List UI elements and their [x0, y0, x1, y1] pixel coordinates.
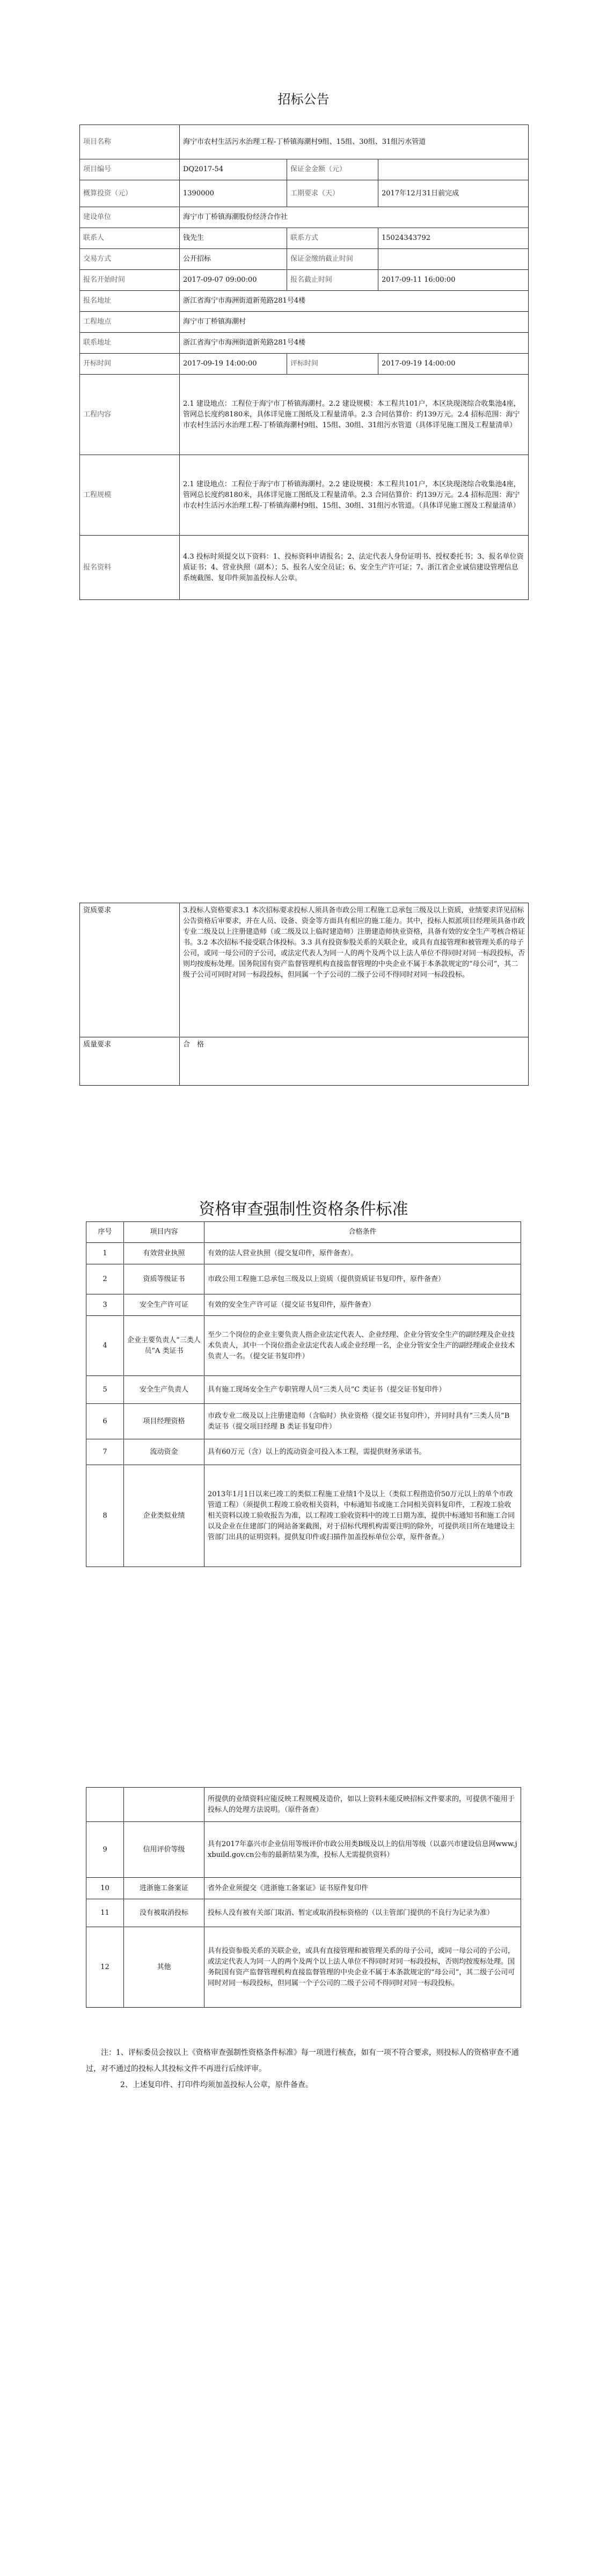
criteria-cond: 至少二个岗位的企业主要负责人指企业法定代表人、企业经理、企业分管安全生产的副经理及企业技术负责人，其中一个岗位指企业法定代表人或企业经理一名，企业分管安全生产的副经理或企业技术负责人一名。（提交证书复印件） — [204, 1316, 521, 1376]
info-value: 2017-09-19 14:00:00 — [180, 354, 287, 375]
criteria-item: 其他 — [124, 1927, 204, 2008]
info-row — [80, 455, 529, 536]
info-label: 建设单位 — [80, 207, 180, 228]
criteria-cond: 具有投资参股关系的关联企业，或具有直接管理和被管理关系的母子公司，或同一母公司的子公司，或法定代表人为同一人的两个及两个以上法人单位不得同时对同一标段投标，否则均按废标处理。国务院国有资产监督管理机构直接监督管理的中央企业不属于本条款规定的“母公司”，其二级子公司可同时对同一标段投标，但同属一个子公司的二级子公司不得同时对同一标段投标。 — [204, 1927, 521, 2008]
criteria-item: 项目经理资格 — [124, 1404, 204, 1439]
criteria-header-row — [86, 1222, 521, 1243]
info-row — [80, 159, 529, 180]
criteria-cond: 市政专业二级及以上注册建造师（含临时）执业资格（提交证书复印件），并同时具有“三类人员”B 类证书（提交项目经理 B 类证书复印件） — [204, 1404, 521, 1439]
info-label: 报名开始时间 — [80, 270, 180, 291]
info-row — [80, 354, 529, 375]
info-label: 工程规模 — [80, 455, 180, 536]
criteria-no: 9 — [86, 1822, 124, 1878]
qualification-label: 资质要求 — [80, 903, 180, 1037]
criteria-title: 资格审查强制性资格条件标准 — [199, 1200, 408, 1219]
info-label: 项目名称 — [80, 125, 180, 159]
info-row — [80, 125, 529, 159]
criteria-no: 4 — [86, 1316, 124, 1376]
qualification-row — [80, 1037, 529, 1086]
info-label: 报名地址 — [80, 291, 180, 312]
criteria-row — [86, 1264, 521, 1294]
criteria-item — [124, 1788, 204, 1822]
info-label: 开标时间 — [80, 354, 180, 375]
info-label: 保证金金额（元） — [287, 159, 378, 180]
criteria-row — [86, 1465, 521, 1567]
info-value: 海宁市丁桥镇海潮村 — [180, 312, 529, 333]
info-value: 海宁市丁桥镇海潮股份经济合作社 — [180, 207, 529, 228]
info-value: DQ2017-54 — [180, 159, 287, 180]
criteria-cond: 投标人没有被有关部门取消、暂定或取消投标资格的（以主管部门提供的不良行为记录为准） — [204, 1899, 521, 1927]
info-value: 2.1 建设地点：工程位于海宁市丁桥镇海潮村。2.2 建设规模：本工程共101户，本区块现浇综合收集池4座，管网总长度约8180米，具体详见施工图纸及工程量清单。2.3 合同估算价：约139万元。2.4 招标范围：海宁市农村生活污水治理工程-丁桥镇海潮村9组、15组、30组、31组污水管道。（具体详见施工图及工程量清单） — [180, 455, 529, 536]
criteria-item: 企业主要负责人“三类人员”A 类证书 — [124, 1316, 204, 1376]
info-value: 2017年12月31日前完成 — [378, 180, 529, 207]
criteria-cond: 市政公用工程施工总承包三级及以上资质（提供资质证书复印件，原件备查） — [204, 1264, 521, 1294]
info-row — [80, 291, 529, 312]
criteria-item: 安全生产负责人 — [124, 1376, 204, 1404]
criteria-row — [86, 1294, 521, 1316]
criteria-item: 信用评价等级 — [124, 1822, 204, 1878]
criteria-cond: 具有60万元（含）以上的流动资金可投入本工程，需提供财务承诺书。 — [204, 1439, 521, 1465]
info-value: 2017-09-07 09:00:00 — [180, 270, 287, 291]
info-row — [80, 375, 529, 455]
criteria-row — [86, 1404, 521, 1439]
criteria-item: 有效营业执照 — [124, 1243, 204, 1264]
info-value: 2017-09-19 14:00:00 — [378, 354, 529, 375]
criteria-row — [86, 1243, 521, 1264]
info-label: 报名截止时间 — [287, 270, 378, 291]
criteria-cond: 所提供的业绩资料应能反映工程规模及造价，如以上资料未能反映招标文件要求的，可提供不能用于投标人的处理方法说明。（原件备查） — [204, 1788, 521, 1822]
criteria-row — [86, 1788, 521, 1822]
qualification-table — [79, 903, 529, 1086]
info-value: 海宁市农村生活污水治理工程-丁桥镇海潮村9组、15组、30组、31组污水管道 — [180, 125, 529, 159]
criteria-cond: 有效的安全生产许可证（提交证书复印件，原件备查） — [204, 1294, 521, 1316]
criteria-item: 企业类似业绩 — [124, 1465, 204, 1567]
info-label: 联系地址 — [80, 333, 180, 354]
criteria-item: 流动资金 — [124, 1439, 204, 1465]
info-row — [80, 207, 529, 228]
criteria-header: 项目内容 — [124, 1222, 204, 1243]
qualification-value: 合 格 — [180, 1037, 529, 1086]
info-row — [80, 312, 529, 333]
criteria-row — [86, 1927, 521, 2008]
info-value: 2.1 建设地点：工程位于海宁市丁桥镇海潮村。2.2 建设规模：本工程共101户，本区块现浇综合收集池4座，管网总长度约8180米，具体详见施工图纸及工程量清单。2.3 合同估算价：约139万元。2.4 招标范围：海宁市农村生活污水治理工程-丁桥镇海潮村9组、15组、30组、31组污水管道（具体详见施工图及工程量清单） — [180, 375, 529, 455]
info-value: 2017-09-11 16:00:00 — [378, 270, 529, 291]
info-label: 工期要求（天） — [287, 180, 378, 207]
info-label: 交易方式 — [80, 249, 180, 270]
criteria-item: 资质等级证书 — [124, 1264, 204, 1294]
criteria-row — [86, 1439, 521, 1465]
criteria-no: 5 — [86, 1376, 124, 1404]
info-row — [80, 228, 529, 249]
info-label: 联系人 — [80, 228, 180, 249]
qualification-value: 3.投标人资格要求3.1 本次招标要求投标人须具备市政公用工程施工总承包三级及以上资质，业绩要求详见招标公告资格后审要求，并在人员、设备、资金等方面具有相应的施工能力。其中，投标人拟派项目经理须具备市政专业二级及以上注册建造师（或二级及以上临时建造师）注册建造师执业资格，具备有效的安全生产考核合格证书。3.2 本次招标不接受联合体投标。3.3 具有投资参股关系的关联企业，或具有直接管理和被管理关系的母子公司，或同一母公司的子公司，或法定代表人为同一人的两个及两个以上法人单位不得同时对同一标段投标，否则均按废标处理。国务院国有资产监督管理机构直接监督管理的中央企业不属于本条款规定的“母公司”，其二级子公司可同时对同一标段投标，但同属一个子公司的二级子公司不得同时对同一标段投标。 — [180, 903, 529, 1037]
info-value: 浙江省海宁市海洲街道新苑路281号4楼 — [180, 291, 529, 312]
info-label: 工程内容 — [80, 375, 180, 455]
info-value: 4.3 投标时须提交以下资料：1、投标资料申请报名；2、法定代表人身份证明书、授权委托书；3、报名单位资质证书；4、营业执照（副本）；5、报名人安全员证；6、安全生产许可证；7、浙江省企业诚信建设管理信息系统截图、复印件须加盖投标人公章。 — [180, 536, 529, 600]
info-value: 15024343792 — [378, 228, 529, 249]
info-row — [80, 249, 529, 270]
criteria-cond: 具有2017年嘉兴市企业信用等级评价市政公用类B级及以上的信用等级（以嘉兴市建设信息网www.jxbuild.gov.cn公布的最新结果为准，投标人无需提供资料） — [204, 1822, 521, 1878]
info-label: 项目编号 — [80, 159, 180, 180]
qualification-label: 质量要求 — [80, 1037, 180, 1086]
info-value — [378, 249, 529, 270]
criteria-no: 12 — [86, 1927, 124, 2008]
info-label: 工程地点 — [80, 312, 180, 333]
criteria-row — [86, 1822, 521, 1878]
criteria-header: 序号 — [86, 1222, 124, 1243]
criteria-row — [86, 1316, 521, 1376]
criteria-no: 6 — [86, 1404, 124, 1439]
info-label: 联系方式 — [287, 228, 378, 249]
criteria-cond: 省外企业须提交《进浙施工备案证》证书原件复印件 — [204, 1878, 521, 1899]
criteria-item: 没有被取消投标 — [124, 1899, 204, 1927]
info-value — [378, 159, 529, 180]
criteria-table-continued — [86, 1787, 521, 2008]
criteria-item: 安全生产许可证 — [124, 1294, 204, 1316]
info-label: 评标时间 — [287, 354, 378, 375]
info-value: 浙江省海宁市海洲街道新苑路281号4楼 — [180, 333, 529, 354]
notes — [86, 2045, 521, 2093]
criteria-no: 8 — [86, 1465, 124, 1567]
criteria-no: 1 — [86, 1243, 124, 1264]
criteria-cond: 2013年1月1日以来已竣工的类似工程施工业绩1个及以上（类似工程指造价50万元以上的单个市政管道工程）（须提供工程竣工验收相关资料，中标通知书或施工合同相关资料复印件，工程竣工验收相关资料以竣工验收报告为准，以工程竣工验收资料中的竣工日期为准，提供中标通知书和施工合同以及企业在住建部门的网站备案截图，对于招标代理机构需要注明的除外，可提供项目所在地建设主管部门出具的证明资料。提供复印件或扫描件加盖投标单位公章，原件备查。） — [204, 1465, 521, 1567]
info-label: 概算投资（元） — [80, 180, 180, 207]
info-label: 报名资料 — [80, 536, 180, 600]
page-title: 招标公告 — [277, 92, 330, 107]
info-label: 保证金缴纳截止时间 — [287, 249, 378, 270]
criteria-no — [86, 1788, 124, 1822]
criteria-no: 7 — [86, 1439, 124, 1465]
criteria-no: 10 — [86, 1878, 124, 1899]
info-row — [80, 180, 529, 207]
criteria-no: 2 — [86, 1264, 124, 1294]
info-table — [79, 125, 529, 600]
note-1: 注：1、评标委员会按以上《资格审查强制性资格条件标准》每一项进行核查，如有一项不符合要求，则投标人的资格审查不通过，对不通过的投标人其投标文件不再进行后续评审。 — [86, 2048, 519, 2073]
note-2: 2、上述复印件、打印件均须加盖投标人公章，原件备查。 — [120, 2081, 313, 2089]
criteria-header: 合格条件 — [204, 1222, 521, 1243]
criteria-no: 11 — [86, 1899, 124, 1927]
info-value: 钱先生 — [180, 228, 287, 249]
criteria-table — [86, 1221, 521, 1567]
criteria-row — [86, 1878, 521, 1899]
criteria-item: 进浙施工备案证 — [124, 1878, 204, 1899]
info-row — [80, 270, 529, 291]
info-row — [80, 333, 529, 354]
info-value: 1390000 — [180, 180, 287, 207]
criteria-row — [86, 1899, 521, 1927]
criteria-cond: 有效的法人营业执照（提交复印件，原件备查）。 — [204, 1243, 521, 1264]
criteria-no: 3 — [86, 1294, 124, 1316]
qualification-row — [80, 903, 529, 1037]
info-value: 公开招标 — [180, 249, 287, 270]
info-row — [80, 536, 529, 600]
criteria-row — [86, 1376, 521, 1404]
criteria-cond: 具有施工现场安全生产专职管理人员“三类人员”C 类证书（提交证书复印件） — [204, 1376, 521, 1404]
